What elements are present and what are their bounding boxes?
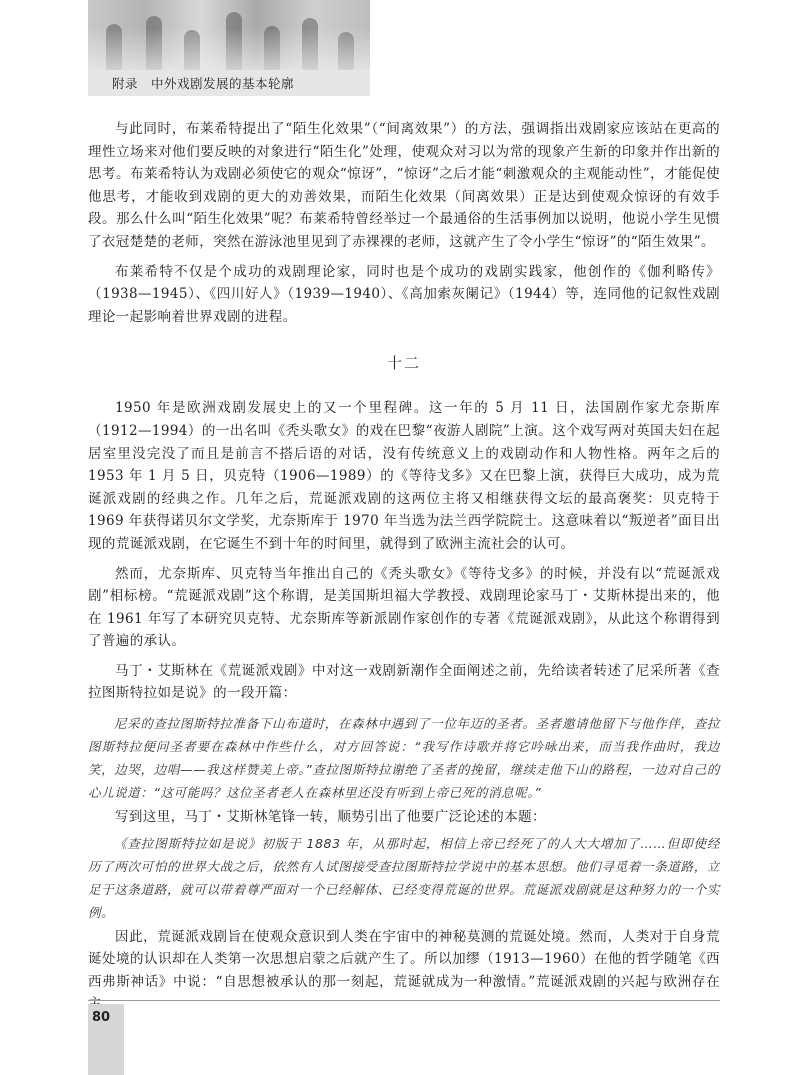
paragraph: 马丁・艾斯林在《荒诞派戏剧》中对这一戏剧新潮作全面阐述之前，先给读者转述了尼采所著《查拉图斯特拉如是说》的一段开篇：: [88, 662, 720, 702]
page-content: [88, 118, 720, 1023]
paragraph: 与此同时，布莱希特提出了“陌生化效果”（“间离效果”）的方法，强调指出戏剧家应该站在更高的理性立场来对他们要反映的对象进行“陌生化”处理，使观众对习以为常的现象产生新的印象并作出新的思考。布莱希特认为戏剧必须使它的观众“惊讶”，“惊讶”之后才能“刺激观众的主观能动性”，才能促使他思考，才能收到戏剧的更大的劝善效果，而陌生化效果（间离效果）正是达到使观众惊讶的有效手段。那么什么叫“陌生化效果”呢？布莱希特曾经举过一个最通俗的生活事例加以说明，他说小学生见惯了衣冠楚楚的老师，突然在游泳池里见到了赤裸裸的老师，这就产生了令小学生“惊讶”的“陌生效果”。: [88, 121, 720, 250]
block-quote: 《查拉图斯特拉如是说》初版于 1883 年，从那时起，相信上帝已经死了的人大大增加了……但即使经历了两次可怕的世界大战之后，依然有人试图接受查拉图斯特拉学说中的基本思想。他们寻觅着一条道路，立足于这条道路，就可以带着尊严面对一个已经解体、已经变得荒诞的世界。荒诞派戏剧就是这种努力的一个实例。: [88, 835, 720, 920]
section-title: 十二: [386, 354, 421, 373]
running-head: 附录 中外戏剧发展的基本轮廓: [112, 76, 295, 91]
paragraph: 布莱希特不仅是个成功的戏剧理论家，同时也是个成功的戏剧实践家，他创作的《伽利略传》（1938—1945）、《四川好人》（1939—1940）、《高加索灰阑记》（1944）等，连同他的记叙性戏剧理论一起影响着世界戏剧的进程。: [88, 263, 720, 325]
paragraph: 然而，尤奈斯库、贝克特当年推出自己的《秃头歌女》《等待戈多》的时候，并没有以“荒诞派戏剧”相标榜。“荒诞派戏剧”这个称谓，是美国斯坦福大学教授、戏剧理论家马丁・艾斯林提出来的，他在 1961 年写了本研究贝克特、尤奈斯库等新派剧作家创作的专著《荒诞派戏剧》，从此这个称谓得到了普遍的承认。: [88, 565, 720, 650]
block-quote: 尼采的查拉图斯特拉准备下山布道时，在森林中遇到了一位年迈的圣者。圣者邀请他留下与他作伴，查拉图斯特拉便问圣者要在森林中作些什么，对方回答说：“我写作诗歌并将它吟咏出来，而当我作曲时，我边笑，边哭，边唱——我这样赞美上帝。”查拉图斯特拉谢绝了圣者的挽留，继续走他下山的路程，一边对自己的心儿说道：“这可能吗？这位圣者老人在森林里还没有听到上帝已死的消息呢。”: [88, 716, 720, 801]
page-number: 80: [92, 1010, 111, 1025]
header-photo: [88, 0, 370, 70]
footer-rule: [88, 1000, 720, 1001]
paragraph: 1950 年是欧洲戏剧发展史上的又一个里程碑。这一年的 5 月 11 日，法国剧作家尤奈斯库（1912—1994）的一出名叫《秃头歌女》的戏在巴黎“夜游人剧院”上演。这个戏写两对英国夫妇在起居室里没完没了而且是前言不搭后语的对话，没有传统意义上的戏剧动作和人物性格。两年之后的 1953 年 1 月 5 日，贝克特（1906—1989）的《等待戈多》又在巴黎上演，获得巨大成功，成为荒诞派戏剧的经典之作。几年之后，荒诞派戏剧的这两位主将又相继获得文坛的最高褒奖：贝克特于 1969 年获得诺贝尔文学奖，尤奈斯库于 1970 年当选为法兰西学院院士。这意味着以“叛逆者”面目出现的荒诞派戏剧，在它诞生不到十年的时间里，就得到了欧洲主流社会的认可。: [88, 400, 720, 552]
paragraph: 写到这里，马丁・艾斯林笔锋一转，顺势引出了他要广泛论述的本题：: [115, 809, 546, 826]
paragraph: 因此，荒诞派戏剧旨在使观众意识到人类在宇宙中的神秘莫测的荒诞处境。然而，人类对于自身荒诞处境的认识却在人类第一次思想启蒙之后就产生了。所以加缪（1913—1960）在他的哲学随笔《西西弗斯神话》中说：“自思想被承认的那一刻起，荒诞就成为一种激情。”荒诞派戏剧的兴起与欧洲存在: [88, 928, 720, 990]
